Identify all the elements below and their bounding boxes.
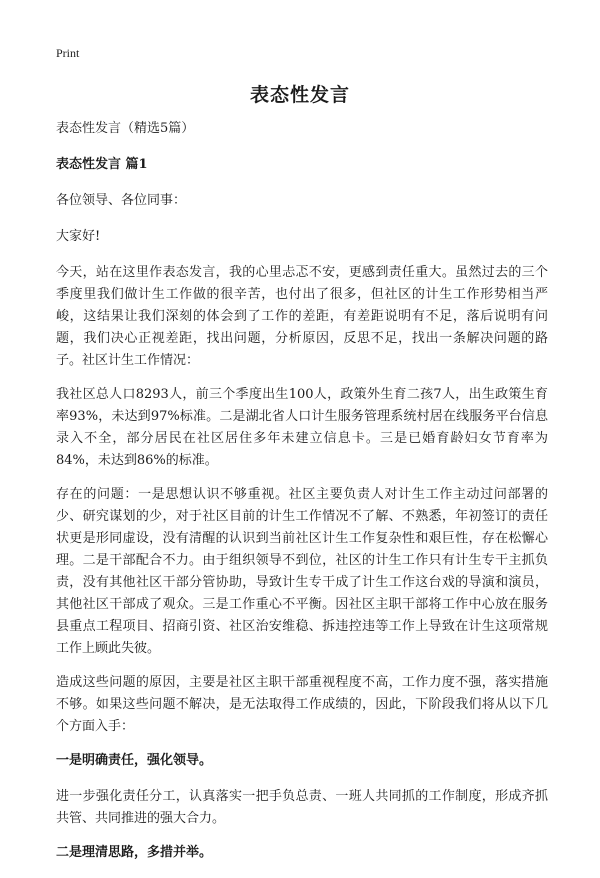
document-subtitle: 表态性发言（精选5篇） [56, 121, 195, 136]
salutation-line: 大家好! [56, 229, 101, 244]
greeting-line: 各位领导、各位同事： [56, 193, 187, 208]
document-body [56, 118, 548, 878]
body-paragraph-statistics: 我社区总人口8293人，前三个季度出生100人，政策外生育二孩7人，出生政策生育率93%，未达到97%标准。二是湖北省人口计生服务管理系统村居在线服务平台信息录入不全，部分居民在社区居住多年未建立信息卡。三是已婚育龄妇女节育率为84%，未达到86%的标准。 [56, 387, 548, 468]
body-paragraph-intro: 今天，站在这里作表态发言，我的心里忐忑不安，更感到责任重大。虽然过去的三个季度里我们做计生工作做的很辛苦，也付出了很多，但社区的计生工作形势相当严峻，这结果让我们深刻的体会到了工作的差距，有差距说明有不足，落后说明有问题，我们决心正视差距，找出问题，分析原因，反思不足，找出一条解决问题的路子。社区计生工作情况： [56, 265, 548, 368]
point-one-body: 进一步强化责任分工，认真落实一把手负总责、一班人共同抓的工作制度，形成齐抓共管、共同推进的强大合力。 [56, 789, 548, 826]
point-one-heading: 一是明确责任，强化领导。 [56, 753, 213, 768]
body-paragraph-causes: 造成这些问题的原因，主要是社区主职干部重视程度不高，工作力度不强，落实措施不够。如果这些问题不解决，是无法取得工作成绩的，因此，下阶段我们将从以下几个方面入手： [56, 675, 548, 734]
section-heading: 表态性发言 篇1 [56, 157, 148, 172]
body-paragraph-problems: 存在的问题：一是思想认识不够重视。社区主要负责人对计生工作主动过问部署的少、研究谋划的少，对于社区目前的计生工作情况不了解、不熟悉，年初签订的责任状更是形同虚设，没有清醒的认识到当前社区计生工作复杂性和艰巨性，存在松懈心理。二是干部配合不力。由于组织领导不到位，社区的计生工作只有计生专干主抓负责，没有其他社区干部分管协助，导致计生专干成了计生工作这台戏的导演和演员，其他社区干部成了观众。三是工作重心不平衡。因社区主职干部将工作中心放在服务县重点工程项目、招商引资、社区治安维稳、拆违控违等工作上导致在计生这项常规工作上顾此失彼。 [56, 487, 548, 656]
point-two-heading: 二是理清思路，多措并举。 [56, 845, 213, 860]
print-label: Print [56, 46, 80, 60]
document-title: 表态性发言 [249, 84, 350, 106]
